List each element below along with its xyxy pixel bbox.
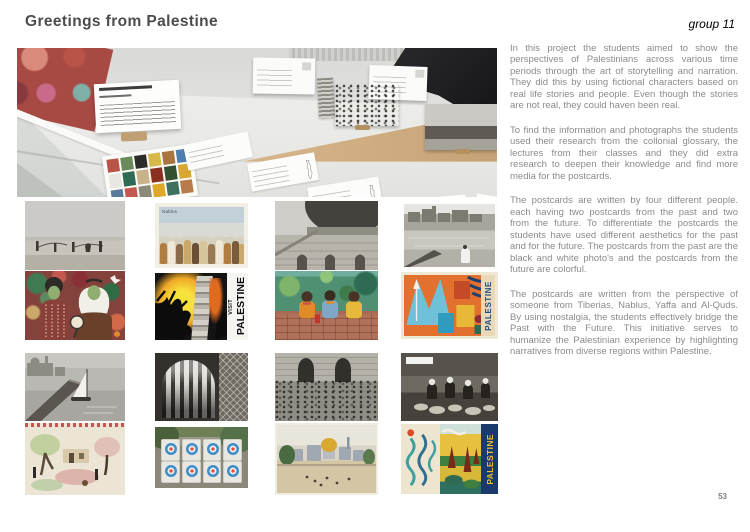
poster-text-strip [481,424,498,494]
postcard-stack-edge [317,78,335,119]
postcard-jaffa-harbor-bw [401,201,498,270]
thumbnail [124,187,138,197]
abstract-composition [404,275,495,336]
thumbnail [138,185,152,197]
poster-text-strip [227,273,248,340]
info-card-text-lines [100,101,176,128]
paragraph-4: The postcards are written from the perspective of someone from Tiberias, Nablus, Yaffa and Al-Quds. By using nostalgia, the students effectively bridge the Past with the Future. This initiative serves to humanize the Palestinian experience by highlighting narratives from diverse regions within Palestine. [510,288,738,358]
wood-stand [121,132,147,142]
poster-text-strip [481,275,495,336]
palestine-word: PALESTINE [235,277,247,336]
parcel [182,461,201,483]
group-label: group 11 [688,17,735,31]
pier-art [25,353,125,421]
postcard-columned-hall-bw [155,353,248,421]
info-card [94,80,181,133]
paragraph-1: In this project the students aimed to show the perspectives of Palestinians across various time periods through the art of storytelling and narration. They did this by using fictional characters based on real life stories and people. Even though the stories are not real, they could haven been real. [510,43,738,112]
parcel [161,439,180,461]
palestine-map-doodle [366,184,380,197]
standing-bw-postcard-crowd [335,84,399,126]
fishermen-figures [25,201,125,270]
crowd-mass [275,380,378,421]
parcel [203,461,222,483]
thumbnail [166,181,180,196]
thumbnail [120,156,134,171]
standing-bw-postcard-city [425,104,497,150]
building-facade [275,353,378,382]
handwriting-lines [189,145,226,166]
trees-art [440,424,481,494]
palestine-word: PALESTINE [483,280,493,331]
postcard-crowd-gathering-bw [275,353,378,421]
paragraph-3: The postcards are written by four different people. each having two postcards from the past and two from the future. To differentiate the postcards the students have used different aesthetics for the past and for the future. The postcards from the past are the black and white photo's and the postcards from the future are colorful. [510,195,738,276]
postcard-stacked-parcels-photo [155,427,248,488]
postcard-village-folk-painting [25,423,125,495]
handwriting-lines [257,69,292,88]
nablus-photo [159,207,244,264]
blue-seal [227,465,239,477]
jaffa-photo [404,204,495,267]
parcel [223,439,242,461]
thumbnail [180,179,194,194]
postcard-nablus-crowd-tinted [155,203,248,268]
blue-seal [227,443,239,455]
thumbnail [122,171,136,186]
blue-seal [207,465,219,477]
parcel [203,439,222,461]
thumbnail [136,170,150,185]
embroidery-figures [25,271,125,340]
thumbnail [150,168,164,183]
wave-art [401,424,440,494]
project-description [510,43,738,371]
parcel-row [161,461,242,483]
wood-stand [455,149,470,154]
postcard-visit-palestine-poster [155,273,248,340]
handwriting-lines [313,190,353,197]
blue-seal [186,465,198,477]
thumbnail [106,158,120,173]
arched-door [335,358,351,381]
market-figures [401,353,498,421]
postcard-market-women-bw [401,353,498,421]
village-art [25,423,125,495]
arched-door [298,358,314,381]
figure-in-white [461,248,470,263]
textured-wall [219,353,248,421]
info-card-subtitle-bar [99,94,131,98]
thumbnail [148,152,162,167]
watercolor-scene [277,425,376,493]
postcard-caption: Nablus [162,209,178,214]
blue-seal [207,443,219,455]
parcel [161,461,180,483]
parcel [182,439,201,461]
postcard-embroidered-figures-painting [25,271,125,340]
page-title: Greetings from Palestine [25,13,219,30]
handwriting-lines [253,166,290,187]
blue-seal [165,443,177,455]
visit-word: VISIT [228,298,234,315]
stamp [415,70,424,78]
flame-streak [209,278,224,325]
info-card-title-bar [99,86,152,92]
postcard-palestine-abstract-poster [401,272,498,339]
postcard-pier-sailboat-bw [25,353,125,421]
arch-shading [162,360,214,418]
exhibit-photo [17,48,497,197]
palestine-map-doodle [303,159,316,181]
thumbnail [152,183,166,197]
thumbnail [111,189,125,197]
jaffa-town-art [404,204,495,267]
paragraph-2: To find the information and photographs the students used their research from the collonial glossary, the lectures from their classes and they did extra research to deepen their knowledge and find more media for the postcards. [510,124,738,182]
nablus-crowd-figures [159,207,244,264]
thumbnail [108,173,122,188]
jerusalem-art [277,425,376,493]
postcard-palestine-travel-poster [401,424,498,494]
palestine-word: PALESTINE [484,433,495,485]
blue-seal [165,465,177,477]
parcel [223,461,242,483]
thumbnail [134,154,148,169]
landscape-bands [440,424,481,494]
postcard-fishermen-net-beach-bw [25,201,125,270]
stamp [302,62,311,70]
wood-stand [355,125,370,130]
thumbnail [164,166,178,181]
parcel-row [161,439,242,461]
blue-seal [186,443,198,455]
standing-postcard-back [253,57,316,94]
thumbnail [162,150,176,165]
children-figures [275,271,378,340]
page-number: 53 [718,492,727,501]
dome-art [275,201,378,270]
postcard-dome-closeup-bw [275,201,378,270]
postcard-jerusalem-watercolor [275,423,378,495]
postcard-children-on-wall-painting [275,271,378,340]
